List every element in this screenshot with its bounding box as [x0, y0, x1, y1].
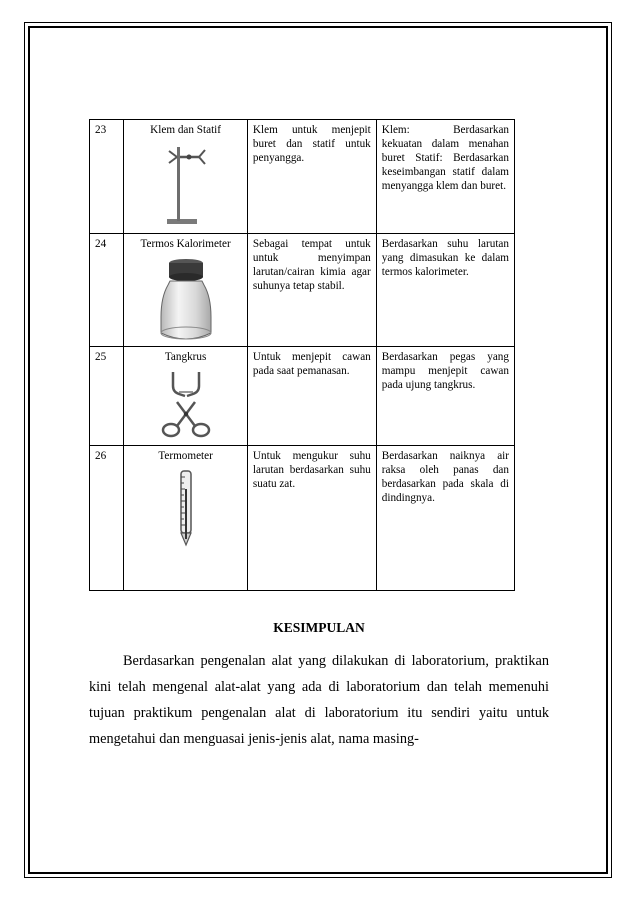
principle-cell: Berdasarkan pegas yang mampu menjepit cawan pada ujung tangkrus.: [376, 347, 514, 446]
row-number: 23: [90, 120, 124, 234]
equipment-name-cell: [124, 446, 248, 591]
clamp-stand-icon: [163, 143, 209, 227]
thermos-calorimeter-icon: [156, 257, 216, 343]
equipment-name: Termos Kalorimeter: [140, 238, 231, 250]
section-heading: KESIMPULAN: [273, 620, 365, 635]
row-number: 25: [90, 347, 124, 446]
principle-cell: Berdasarkan naiknya air raksa oleh panas dan berdasarkan pada skala di dindingnya.: [376, 446, 514, 591]
table-row: [90, 446, 515, 591]
equipment-name: Termometer: [158, 450, 213, 462]
table-row: [90, 347, 515, 446]
equipment-name-cell: [124, 347, 248, 446]
function-cell: Untuk menjepit cawan pada saat pemanasan.: [247, 347, 376, 446]
row-number: 26: [90, 446, 124, 591]
equipment-name-cell: [124, 234, 248, 347]
crucible-tongs-icon: [155, 370, 217, 442]
function-cell: Sebagai tempat untuk untuk menyimpan larutan/cairan kimia agar suhunya tetap stabil.: [247, 234, 376, 347]
principle-cell: Klem: Berdasarkan kekuatan dalam menahan buret Statif: Berdasarkan keseimbangan statif dalam menyangga klem dan buret.: [376, 120, 514, 234]
principle-cell: Berdasarkan suhu larutan yang dimasukan ke dalam termos kalorimeter.: [376, 234, 514, 347]
equipment-name: Klem dan Statif: [150, 124, 222, 136]
function-cell: Untuk mengukur suhu larutan berdasarkan suhu suatu zat.: [247, 446, 376, 591]
equipment-name: Tangkrus: [164, 351, 207, 363]
lab-equipment-table: [89, 119, 515, 591]
thermometer-icon: [176, 469, 196, 547]
row-number: 24: [90, 234, 124, 347]
conclusion-paragraph: Berdasarkan pengenalan alat yang dilakukan di laboratorium, praktikan kini telah mengenal alat-alat yang ada di laboratorium dan telah memenuhi tujuan praktikum pengenalan alat di laboratorium itu sendiri yaitu untuk mengetahui dan menguasai jenis-jenis alat, nama masing-: [89, 653, 549, 747]
function-cell: Klem untuk menjepit buret dan statif untuk penyangga.: [247, 120, 376, 234]
table-row: [90, 120, 515, 234]
equipment-name-cell: [124, 120, 248, 234]
table-row: [90, 234, 515, 347]
